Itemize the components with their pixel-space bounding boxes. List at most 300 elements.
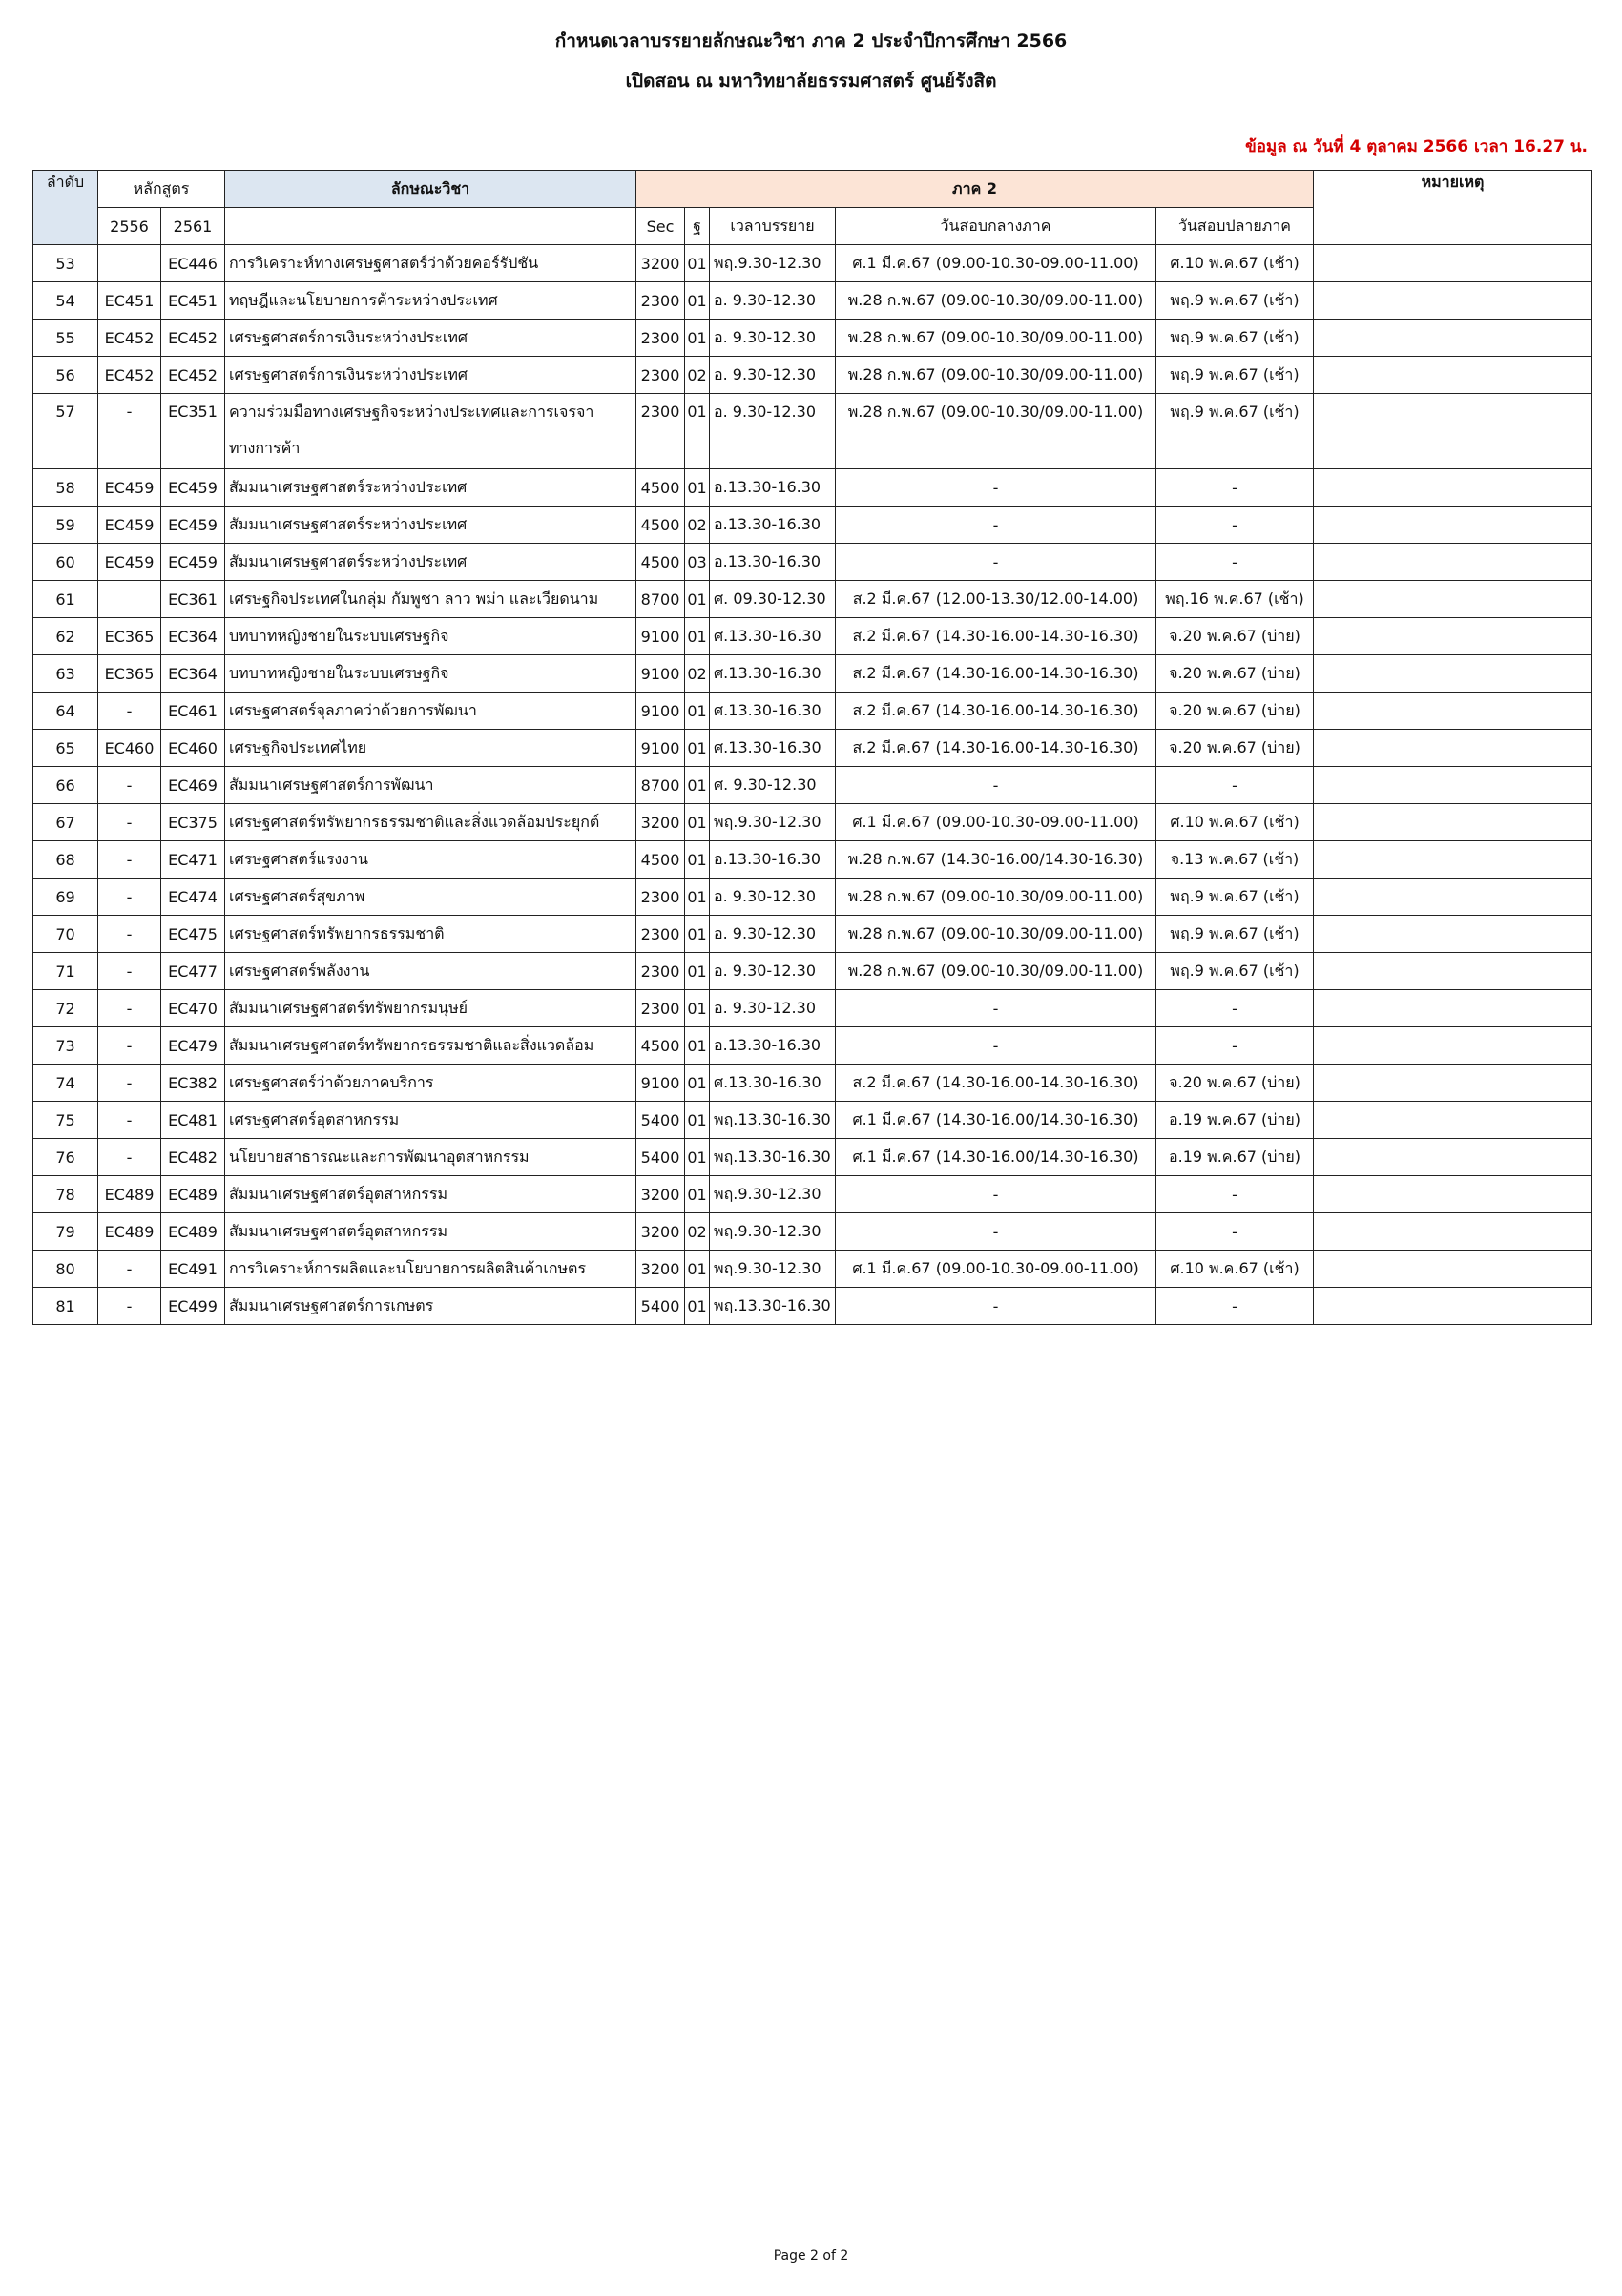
cell-curriculum-2561: EC482 xyxy=(161,1139,225,1176)
table-row xyxy=(33,1176,1592,1213)
cell-curriculum-2556: EC459 xyxy=(98,507,161,544)
table-row xyxy=(33,544,1592,581)
cell-curriculum-2556: - xyxy=(98,693,161,730)
cell-curriculum-2561: EC452 xyxy=(161,320,225,357)
cell-subject: สัมมนาเศรษฐศาสตร์ทรัพยากรธรรมชาติและสิ่งแวดล้อม xyxy=(225,1027,636,1065)
cell-remark xyxy=(1314,953,1592,990)
cell-curriculum-2556: - xyxy=(98,1027,161,1065)
cell-sec: 4500 xyxy=(636,841,685,879)
cell-lecture-time: อ.13.30-16.30 xyxy=(710,841,836,879)
cell-sec: 3200 xyxy=(636,804,685,841)
cell-curriculum-2561: EC364 xyxy=(161,618,225,655)
cell-group: 01 xyxy=(685,1139,710,1176)
cell-sec: 2300 xyxy=(636,394,685,469)
cell-curriculum-2561: EC446 xyxy=(161,245,225,282)
cell-midterm: - xyxy=(836,990,1156,1027)
cell-lecture-time: พฤ.13.30-16.30 xyxy=(710,1288,836,1325)
cell-midterm: - xyxy=(836,469,1156,507)
cell-subject: เศรษฐศาสตร์การเงินระหว่างประเทศ xyxy=(225,320,636,357)
table-row xyxy=(33,693,1592,730)
cell-curriculum-2556: - xyxy=(98,1139,161,1176)
table-row xyxy=(33,841,1592,879)
cell-final: - xyxy=(1156,469,1314,507)
cell-remark xyxy=(1314,990,1592,1027)
cell-midterm: - xyxy=(836,507,1156,544)
cell-sec: 9100 xyxy=(636,693,685,730)
cell-curriculum-2561: EC382 xyxy=(161,1065,225,1102)
cell-subject: เศรษฐศาสตร์จุลภาคว่าด้วยการพัฒนา xyxy=(225,693,636,730)
table-row xyxy=(33,394,1592,469)
cell-group: 01 xyxy=(685,767,710,804)
cell-lecture-time: พฤ.9.30-12.30 xyxy=(710,1251,836,1288)
cell-order: 62 xyxy=(33,618,98,655)
cell-order: 80 xyxy=(33,1251,98,1288)
cell-curriculum-2561: EC459 xyxy=(161,544,225,581)
cell-subject: เศรษฐศาสตร์ว่าด้วยภาคบริการ xyxy=(225,1065,636,1102)
cell-final: พฤ.9 พ.ค.67 (เช้า) xyxy=(1156,879,1314,916)
cell-subject: สัมมนาเศรษฐศาสตร์อุตสาหกรรม xyxy=(225,1213,636,1251)
cell-final: - xyxy=(1156,990,1314,1027)
cell-curriculum-2561: EC461 xyxy=(161,693,225,730)
cell-order: 65 xyxy=(33,730,98,767)
cell-curriculum-2556: EC460 xyxy=(98,730,161,767)
cell-curriculum-2561: EC481 xyxy=(161,1102,225,1139)
table-row xyxy=(33,990,1592,1027)
cell-midterm: ส.2 มี.ค.67 (14.30-16.00-14.30-16.30) xyxy=(836,655,1156,693)
cell-sec: 2300 xyxy=(636,990,685,1027)
cell-final: จ.20 พ.ค.67 (บ่าย) xyxy=(1156,618,1314,655)
cell-curriculum-2556: - xyxy=(98,953,161,990)
cell-remark xyxy=(1314,655,1592,693)
cell-sec: 2300 xyxy=(636,953,685,990)
cell-sec: 9100 xyxy=(636,655,685,693)
cell-group: 01 xyxy=(685,1027,710,1065)
table-row xyxy=(33,1213,1592,1251)
cell-midterm: ส.2 มี.ค.67 (14.30-16.00-14.30-16.30) xyxy=(836,730,1156,767)
cell-final: - xyxy=(1156,544,1314,581)
cell-lecture-time: ศ.13.30-16.30 xyxy=(710,730,836,767)
table-row xyxy=(33,507,1592,544)
cell-subject: สัมมนาเศรษฐศาสตร์ทรัพยากรมนุษย์ xyxy=(225,990,636,1027)
cell-group: 01 xyxy=(685,320,710,357)
col-header-group: ฐ xyxy=(685,208,710,245)
cell-subject: สัมมนาเศรษฐศาสตร์ระหว่างประเทศ xyxy=(225,469,636,507)
cell-order: 81 xyxy=(33,1288,98,1325)
cell-curriculum-2556: - xyxy=(98,916,161,953)
cell-midterm: ศ.1 มี.ค.67 (09.00-10.30-09.00-11.00) xyxy=(836,1251,1156,1288)
cell-lecture-time: อ.13.30-16.30 xyxy=(710,1027,836,1065)
cell-curriculum-2556: - xyxy=(98,394,161,469)
cell-remark xyxy=(1314,1139,1592,1176)
col-header-remark: หมายเหตุ xyxy=(1314,171,1592,245)
cell-midterm: พ.28 ก.พ.67 (09.00-10.30/09.00-11.00) xyxy=(836,282,1156,320)
cell-midterm: ส.2 มี.ค.67 (14.30-16.00-14.30-16.30) xyxy=(836,1065,1156,1102)
cell-subject: เศรษฐกิจประเทศไทย xyxy=(225,730,636,767)
cell-subject: สัมมนาเศรษฐศาสตร์การเกษตร xyxy=(225,1288,636,1325)
cell-curriculum-2556: EC365 xyxy=(98,655,161,693)
cell-subject: เศรษฐศาสตร์ทรัพยากรธรรมชาติและสิ่งแวดล้อมประยุกต์ xyxy=(225,804,636,841)
table-row xyxy=(33,767,1592,804)
cell-remark xyxy=(1314,730,1592,767)
cell-remark xyxy=(1314,507,1592,544)
cell-subject: บทบาทหญิงชายในระบบเศรษฐกิจ xyxy=(225,618,636,655)
cell-midterm: ศ.1 มี.ค.67 (14.30-16.00/14.30-16.30) xyxy=(836,1139,1156,1176)
cell-midterm: พ.28 ก.พ.67 (09.00-10.30/09.00-11.00) xyxy=(836,320,1156,357)
cell-group: 01 xyxy=(685,953,710,990)
cell-lecture-time: ศ. 9.30-12.30 xyxy=(710,767,836,804)
cell-final: ศ.10 พ.ค.67 (เช้า) xyxy=(1156,804,1314,841)
cell-group: 01 xyxy=(685,1176,710,1213)
cell-final: ศ.10 พ.ค.67 (เช้า) xyxy=(1156,1251,1314,1288)
cell-midterm: - xyxy=(836,1176,1156,1213)
cell-group: 02 xyxy=(685,655,710,693)
cell-lecture-time: อ. 9.30-12.30 xyxy=(710,394,836,469)
cell-midterm: ส.2 มี.ค.67 (14.30-16.00-14.30-16.30) xyxy=(836,618,1156,655)
cell-remark xyxy=(1314,1027,1592,1065)
data-as-of-note: ข้อมูล ณ วันที่ 4 ตุลาคม 2566 เวลา 16.27 น. xyxy=(1245,137,1588,156)
cell-final: พฤ.9 พ.ค.67 (เช้า) xyxy=(1156,916,1314,953)
cell-remark xyxy=(1314,1065,1592,1102)
cell-subject: เศรษฐศาสตร์ทรัพยากรธรรมชาติ xyxy=(225,916,636,953)
cell-group: 01 xyxy=(685,618,710,655)
cell-order: 67 xyxy=(33,804,98,841)
cell-group: 01 xyxy=(685,804,710,841)
cell-group: 01 xyxy=(685,879,710,916)
cell-curriculum-2556: EC452 xyxy=(98,320,161,357)
cell-group: 01 xyxy=(685,1065,710,1102)
col-header-order: ลำดับ xyxy=(33,171,98,245)
cell-curriculum-2556: - xyxy=(98,767,161,804)
cell-subject: ความร่วมมือทางเศรษฐกิจระหว่างประเทศและการเจรจาทางการค้า xyxy=(225,394,636,469)
cell-sec: 3200 xyxy=(636,1251,685,1288)
cell-remark xyxy=(1314,544,1592,581)
cell-order: 74 xyxy=(33,1065,98,1102)
cell-curriculum-2556 xyxy=(98,245,161,282)
cell-sec: 8700 xyxy=(636,581,685,618)
cell-subject: สัมมนาเศรษฐศาสตร์ระหว่างประเทศ xyxy=(225,507,636,544)
cell-subject: สัมมนาเศรษฐศาสตร์การพัฒนา xyxy=(225,767,636,804)
cell-curriculum-2556: - xyxy=(98,1065,161,1102)
cell-order: 60 xyxy=(33,544,98,581)
table-row xyxy=(33,1251,1592,1288)
cell-curriculum-2561: EC361 xyxy=(161,581,225,618)
cell-final: - xyxy=(1156,767,1314,804)
col-header-2556: 2556 xyxy=(98,208,161,245)
cell-order: 70 xyxy=(33,916,98,953)
cell-curriculum-2561: EC375 xyxy=(161,804,225,841)
table-row xyxy=(33,320,1592,357)
cell-lecture-time: อ. 9.30-12.30 xyxy=(710,953,836,990)
cell-order: 61 xyxy=(33,581,98,618)
cell-midterm: - xyxy=(836,544,1156,581)
cell-remark xyxy=(1314,916,1592,953)
cell-remark xyxy=(1314,1288,1592,1325)
cell-sec: 2300 xyxy=(636,320,685,357)
cell-group: 03 xyxy=(685,544,710,581)
cell-lecture-time: ศ.13.30-16.30 xyxy=(710,655,836,693)
cell-sec: 4500 xyxy=(636,544,685,581)
cell-lecture-time: อ. 9.30-12.30 xyxy=(710,357,836,394)
cell-curriculum-2561: EC460 xyxy=(161,730,225,767)
cell-lecture-time: อ. 9.30-12.30 xyxy=(710,990,836,1027)
cell-group: 02 xyxy=(685,1213,710,1251)
cell-remark xyxy=(1314,1102,1592,1139)
cell-midterm: พ.28 ก.พ.67 (09.00-10.30/09.00-11.00) xyxy=(836,916,1156,953)
cell-final: - xyxy=(1156,1027,1314,1065)
cell-remark xyxy=(1314,245,1592,282)
table-row xyxy=(33,879,1592,916)
cell-order: 78 xyxy=(33,1176,98,1213)
cell-curriculum-2556: EC489 xyxy=(98,1213,161,1251)
cell-sec: 3200 xyxy=(636,245,685,282)
table-row xyxy=(33,1027,1592,1065)
cell-group: 02 xyxy=(685,507,710,544)
col-header-curriculum: หลักสูตร xyxy=(98,171,225,208)
table-row xyxy=(33,618,1592,655)
cell-midterm: ส.2 มี.ค.67 (14.30-16.00-14.30-16.30) xyxy=(836,693,1156,730)
table-row xyxy=(33,1065,1592,1102)
table-row xyxy=(33,357,1592,394)
cell-final: จ.13 พ.ค.67 (เช้า) xyxy=(1156,841,1314,879)
cell-lecture-time: อ. 9.30-12.30 xyxy=(710,282,836,320)
cell-final: ศ.10 พ.ค.67 (เช้า) xyxy=(1156,245,1314,282)
cell-lecture-time: อ. 9.30-12.30 xyxy=(710,916,836,953)
cell-curriculum-2556: EC489 xyxy=(98,1176,161,1213)
cell-order: 73 xyxy=(33,1027,98,1065)
cell-group: 01 xyxy=(685,394,710,469)
cell-curriculum-2561: EC471 xyxy=(161,841,225,879)
cell-midterm: พ.28 ก.พ.67 (09.00-10.30/09.00-11.00) xyxy=(836,394,1156,469)
cell-group: 01 xyxy=(685,1251,710,1288)
cell-final: - xyxy=(1156,1288,1314,1325)
col-header-final: วันสอบปลายภาค xyxy=(1156,208,1314,245)
table-row xyxy=(33,245,1592,282)
cell-final: อ.19 พ.ค.67 (บ่าย) xyxy=(1156,1102,1314,1139)
cell-midterm: ส.2 มี.ค.67 (12.00-13.30/12.00-14.00) xyxy=(836,581,1156,618)
cell-final: อ.19 พ.ค.67 (บ่าย) xyxy=(1156,1139,1314,1176)
cell-sec: 2300 xyxy=(636,879,685,916)
cell-subject: การวิเคราะห์ทางเศรษฐศาสตร์ว่าด้วยคอร์รัปชัน xyxy=(225,245,636,282)
cell-group: 02 xyxy=(685,357,710,394)
cell-curriculum-2556: - xyxy=(98,879,161,916)
cell-curriculum-2556: - xyxy=(98,1251,161,1288)
col-header-2561: 2561 xyxy=(161,208,225,245)
table-row xyxy=(33,469,1592,507)
cell-midterm: พ.28 ก.พ.67 (14.30-16.00/14.30-16.30) xyxy=(836,841,1156,879)
cell-midterm: ศ.1 มี.ค.67 (14.30-16.00/14.30-16.30) xyxy=(836,1102,1156,1139)
cell-final: พฤ.9 พ.ค.67 (เช้า) xyxy=(1156,394,1314,469)
cell-group: 01 xyxy=(685,469,710,507)
cell-remark xyxy=(1314,693,1592,730)
cell-lecture-time: อ.13.30-16.30 xyxy=(710,507,836,544)
cell-midterm: พ.28 ก.พ.67 (09.00-10.30/09.00-11.00) xyxy=(836,357,1156,394)
table-row xyxy=(33,1139,1592,1176)
table-row xyxy=(33,1288,1592,1325)
cell-lecture-time: อ.13.30-16.30 xyxy=(710,544,836,581)
cell-sec: 2300 xyxy=(636,357,685,394)
cell-subject: เศรษฐศาสตร์การเงินระหว่างประเทศ xyxy=(225,357,636,394)
cell-subject: เศรษฐศาสตร์พลังงาน xyxy=(225,953,636,990)
cell-remark xyxy=(1314,618,1592,655)
cell-subject: การวิเคราะห์การผลิตและนโยบายการผลิตสินค้าเกษตร xyxy=(225,1251,636,1288)
cell-remark xyxy=(1314,1176,1592,1213)
cell-subject: เศรษฐศาสตร์อุตสาหกรรม xyxy=(225,1102,636,1139)
cell-subject: เศรษฐศาสตร์สุขภาพ xyxy=(225,879,636,916)
cell-curriculum-2556: EC459 xyxy=(98,544,161,581)
cell-subject: สัมมนาเศรษฐศาสตร์ระหว่างประเทศ xyxy=(225,544,636,581)
cell-remark xyxy=(1314,879,1592,916)
cell-order: 57 xyxy=(33,394,98,469)
cell-curriculum-2561: EC459 xyxy=(161,469,225,507)
cell-midterm: พ.28 ก.พ.67 (09.00-10.30/09.00-11.00) xyxy=(836,953,1156,990)
cell-subject: เศรษฐศาสตร์แรงงาน xyxy=(225,841,636,879)
cell-order: 79 xyxy=(33,1213,98,1251)
table-row xyxy=(33,581,1592,618)
col-header-semester: ภาค 2 xyxy=(636,171,1314,208)
cell-final: - xyxy=(1156,1213,1314,1251)
cell-midterm: - xyxy=(836,767,1156,804)
cell-final: จ.20 พ.ค.67 (บ่าย) xyxy=(1156,655,1314,693)
page-number: Page 2 of 2 xyxy=(773,2248,849,2264)
cell-curriculum-2561: EC479 xyxy=(161,1027,225,1065)
cell-remark xyxy=(1314,804,1592,841)
cell-order: 75 xyxy=(33,1102,98,1139)
cell-final: พฤ.9 พ.ค.67 (เช้า) xyxy=(1156,357,1314,394)
cell-curriculum-2556: EC365 xyxy=(98,618,161,655)
cell-curriculum-2561: EC475 xyxy=(161,916,225,953)
cell-group: 01 xyxy=(685,841,710,879)
cell-remark xyxy=(1314,469,1592,507)
cell-curriculum-2556 xyxy=(98,581,161,618)
cell-curriculum-2561: EC499 xyxy=(161,1288,225,1325)
cell-midterm: ศ.1 มี.ค.67 (09.00-10.30-09.00-11.00) xyxy=(836,804,1156,841)
cell-final: พฤ.16 พ.ค.67 (เช้า) xyxy=(1156,581,1314,618)
cell-remark xyxy=(1314,767,1592,804)
course-schedule-table xyxy=(32,170,1592,1325)
cell-curriculum-2561: EC469 xyxy=(161,767,225,804)
cell-order: 64 xyxy=(33,693,98,730)
cell-group: 01 xyxy=(685,245,710,282)
cell-remark xyxy=(1314,1213,1592,1251)
cell-order: 56 xyxy=(33,357,98,394)
cell-sec: 4500 xyxy=(636,1027,685,1065)
cell-curriculum-2561: EC491 xyxy=(161,1251,225,1288)
cell-sec: 5400 xyxy=(636,1288,685,1325)
cell-order: 72 xyxy=(33,990,98,1027)
cell-lecture-time: พฤ.9.30-12.30 xyxy=(710,1213,836,1251)
cell-midterm: - xyxy=(836,1027,1156,1065)
cell-sec: 9100 xyxy=(636,618,685,655)
cell-curriculum-2561: EC470 xyxy=(161,990,225,1027)
cell-curriculum-2561: EC474 xyxy=(161,879,225,916)
cell-final: - xyxy=(1156,507,1314,544)
cell-remark xyxy=(1314,320,1592,357)
cell-curriculum-2556: - xyxy=(98,1288,161,1325)
cell-order: 59 xyxy=(33,507,98,544)
cell-subject: ทฤษฎีและนโยบายการค้าระหว่างประเทศ xyxy=(225,282,636,320)
cell-curriculum-2556: - xyxy=(98,990,161,1027)
cell-final: จ.20 พ.ค.67 (บ่าย) xyxy=(1156,730,1314,767)
cell-group: 01 xyxy=(685,1288,710,1325)
cell-order: 68 xyxy=(33,841,98,879)
table-row xyxy=(33,916,1592,953)
cell-order: 53 xyxy=(33,245,98,282)
cell-curriculum-2561: EC351 xyxy=(161,394,225,469)
cell-sec: 2300 xyxy=(636,282,685,320)
cell-curriculum-2561: EC489 xyxy=(161,1176,225,1213)
cell-lecture-time: อ. 9.30-12.30 xyxy=(710,879,836,916)
cell-curriculum-2556: - xyxy=(98,1102,161,1139)
cell-order: 71 xyxy=(33,953,98,990)
cell-sec: 2300 xyxy=(636,916,685,953)
cell-sec: 9100 xyxy=(636,1065,685,1102)
cell-group: 01 xyxy=(685,282,710,320)
cell-curriculum-2561: EC489 xyxy=(161,1213,225,1251)
cell-order: 55 xyxy=(33,320,98,357)
cell-sec: 5400 xyxy=(636,1102,685,1139)
cell-order: 63 xyxy=(33,655,98,693)
cell-final: - xyxy=(1156,1176,1314,1213)
cell-final: จ.20 พ.ค.67 (บ่าย) xyxy=(1156,1065,1314,1102)
cell-final: พฤ.9 พ.ค.67 (เช้า) xyxy=(1156,953,1314,990)
cell-group: 01 xyxy=(685,916,710,953)
page-title: กำหนดเวลาบรรยายลักษณะวิชา ภาค 2 ประจำปีการศึกษา 2566 xyxy=(554,31,1068,52)
col-header-subject-sub xyxy=(225,208,636,245)
cell-curriculum-2556: - xyxy=(98,841,161,879)
cell-final: พฤ.9 พ.ค.67 (เช้า) xyxy=(1156,320,1314,357)
cell-lecture-time: ศ. 09.30-12.30 xyxy=(710,581,836,618)
cell-group: 01 xyxy=(685,1102,710,1139)
table-row xyxy=(33,1102,1592,1139)
cell-curriculum-2561: EC451 xyxy=(161,282,225,320)
cell-order: 76 xyxy=(33,1139,98,1176)
cell-sec: 4500 xyxy=(636,507,685,544)
cell-subject: เศรษฐกิจประเทศในกลุ่ม กัมพูชา ลาว พม่า และเวียดนาม xyxy=(225,581,636,618)
cell-midterm: - xyxy=(836,1213,1156,1251)
cell-order: 66 xyxy=(33,767,98,804)
cell-curriculum-2561: EC459 xyxy=(161,507,225,544)
cell-lecture-time: พฤ.9.30-12.30 xyxy=(710,804,836,841)
cell-midterm: - xyxy=(836,1288,1156,1325)
cell-group: 01 xyxy=(685,581,710,618)
cell-lecture-time: อ. 9.30-12.30 xyxy=(710,320,836,357)
cell-lecture-time: พฤ.9.30-12.30 xyxy=(710,1176,836,1213)
table-row xyxy=(33,953,1592,990)
table-row xyxy=(33,655,1592,693)
cell-lecture-time: ศ.13.30-16.30 xyxy=(710,1065,836,1102)
schedule-rows xyxy=(33,245,1592,1325)
col-header-sec: Sec xyxy=(636,208,685,245)
cell-curriculum-2561: EC477 xyxy=(161,953,225,990)
cell-curriculum-2556: EC459 xyxy=(98,469,161,507)
cell-subject: บทบาทหญิงชายในระบบเศรษฐกิจ xyxy=(225,655,636,693)
cell-group: 01 xyxy=(685,730,710,767)
cell-sec: 5400 xyxy=(636,1139,685,1176)
cell-sec: 9100 xyxy=(636,730,685,767)
cell-lecture-time: ศ.13.30-16.30 xyxy=(710,618,836,655)
cell-remark xyxy=(1314,841,1592,879)
cell-final: จ.20 พ.ค.67 (บ่าย) xyxy=(1156,693,1314,730)
cell-remark xyxy=(1314,357,1592,394)
cell-final: พฤ.9 พ.ค.67 (เช้า) xyxy=(1156,282,1314,320)
col-header-midterm: วันสอบกลางภาค xyxy=(836,208,1156,245)
cell-curriculum-2561: EC364 xyxy=(161,655,225,693)
cell-sec: 8700 xyxy=(636,767,685,804)
cell-group: 01 xyxy=(685,990,710,1027)
cell-order: 58 xyxy=(33,469,98,507)
cell-midterm: พ.28 ก.พ.67 (09.00-10.30/09.00-11.00) xyxy=(836,879,1156,916)
cell-lecture-time: อ.13.30-16.30 xyxy=(710,469,836,507)
